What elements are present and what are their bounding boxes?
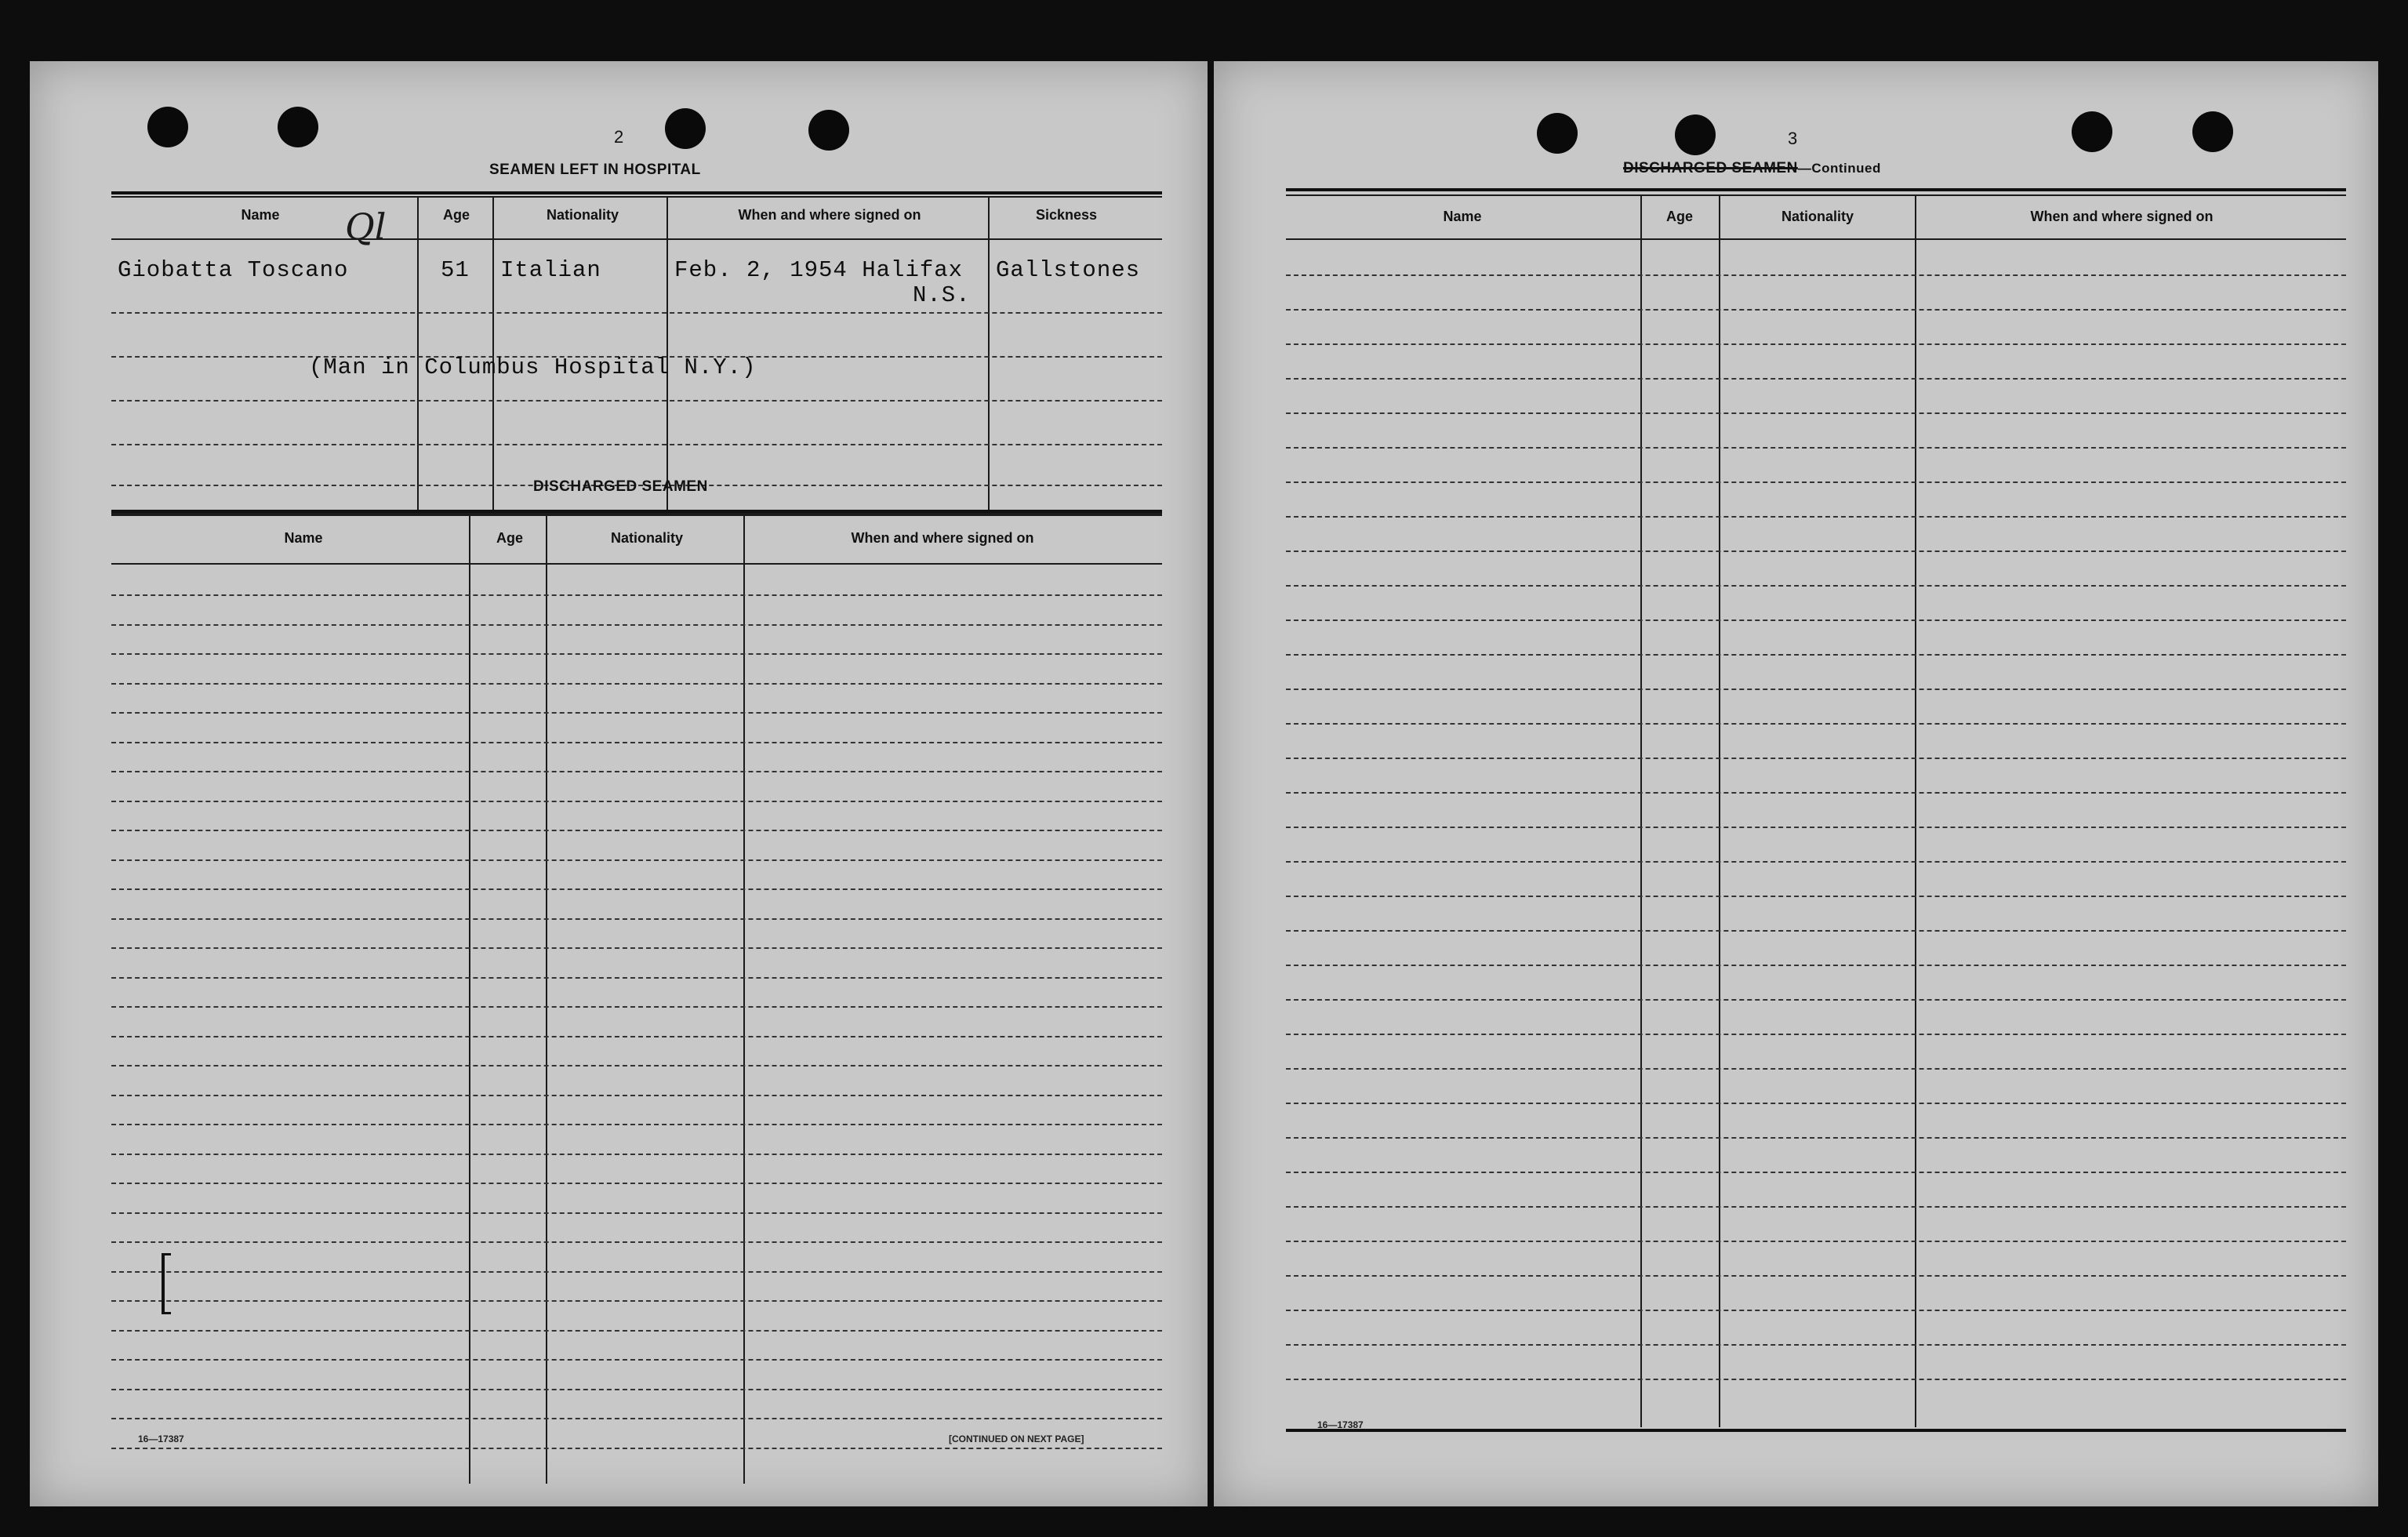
discharged-top-rule <box>111 514 1162 516</box>
table-row-rule <box>111 947 1162 949</box>
punch-hole <box>147 107 188 147</box>
table-row-rule <box>111 1241 1162 1243</box>
column-divider <box>743 514 745 1484</box>
col-head-age: Age <box>496 530 523 546</box>
table-row-rule <box>1286 1137 2346 1139</box>
table-row-rule <box>111 1330 1162 1332</box>
discharged-header-rule <box>111 563 1162 565</box>
table-row-rule <box>111 830 1162 831</box>
row-rule <box>111 400 1162 402</box>
col-head-nationality: Nationality <box>610 530 683 546</box>
table-row-rule <box>1286 516 2346 518</box>
punch-hole <box>2192 111 2233 152</box>
table-row-rule <box>1286 999 2346 1001</box>
table-row-rule <box>1286 412 2346 414</box>
table-row-rule <box>111 1124 1162 1125</box>
table-row-rule <box>111 1271 1162 1273</box>
table-row-rule <box>1286 1172 2346 1173</box>
table-row-rule <box>1286 481 2346 483</box>
table-row-rule <box>111 594 1162 596</box>
seaman-name: Giobatta Toscano <box>118 257 349 283</box>
seaman-signed-on: Feb. 2, 1954 Halifax <box>674 257 964 283</box>
table-row-rule <box>1286 827 2346 828</box>
table-row-rule <box>1286 861 2346 863</box>
table-bottom-rule <box>1286 1429 2346 1432</box>
seaman-age: 51 <box>441 257 470 283</box>
col-head-name: Name <box>1443 209 1482 224</box>
col-head-signed-on: When and where signed on <box>2030 209 2214 224</box>
table-row-rule <box>111 1212 1162 1214</box>
form-code: 16—17387 <box>138 1433 184 1444</box>
table-row-rule <box>1286 620 2346 621</box>
header-rule <box>1286 238 2346 240</box>
table-row-rule <box>1286 585 2346 587</box>
table-row-rule <box>1286 1103 2346 1104</box>
table-row-rule <box>111 977 1162 979</box>
punch-hole <box>1675 114 1716 155</box>
punch-hole <box>278 107 318 147</box>
discharged-section-title: DISCHARGED SEAMEN <box>533 478 708 495</box>
table-row-rule <box>1286 965 2346 966</box>
table-row-rule <box>111 712 1162 714</box>
table-row-rule <box>111 918 1162 920</box>
column-divider <box>546 514 547 1484</box>
hospital-remark: (Man in Columbus Hospital N.Y.) <box>309 354 757 380</box>
table-row-rule <box>1286 1310 2346 1311</box>
handwritten-mark: Ql <box>345 205 387 248</box>
seaman-nationality: Italian <box>500 257 601 283</box>
table-row-rule <box>1286 343 2346 345</box>
right-page <box>1214 61 2378 1506</box>
table-top-rule <box>111 191 1162 194</box>
table-row-rule <box>1286 1034 2346 1035</box>
column-divider <box>469 514 470 1484</box>
table-row-rule <box>111 1418 1162 1419</box>
table-row-rule <box>111 1006 1162 1008</box>
table-row-rule <box>111 624 1162 626</box>
table-row-rule <box>111 1065 1162 1066</box>
table-row-rule <box>1286 550 2346 552</box>
table-row-rule <box>111 801 1162 802</box>
table-top-rule <box>1286 194 2346 196</box>
table-row-rule <box>111 1448 1162 1449</box>
col-head-sickness: Sickness <box>1035 207 1098 223</box>
table-row-rule <box>111 1183 1162 1184</box>
table-row-rule <box>111 1154 1162 1155</box>
section-title <box>1623 160 1881 177</box>
table-row-rule <box>111 859 1162 861</box>
table-row-rule <box>1286 896 2346 897</box>
header-rule <box>111 238 1162 240</box>
col-head-name: Name <box>241 207 280 223</box>
continued-note: [CONTINUED ON NEXT PAGE] <box>949 1433 1084 1444</box>
table-row-rule <box>111 1300 1162 1302</box>
col-head-age: Age <box>442 207 470 223</box>
row-rule <box>111 312 1162 314</box>
table-top-rule <box>1286 188 2346 191</box>
form-code: 16—17387 <box>1317 1419 1364 1430</box>
left-page <box>30 61 1208 1506</box>
table-row-rule <box>1286 1068 2346 1070</box>
table-row-rule <box>1286 378 2346 380</box>
punch-hole <box>808 110 849 151</box>
table-row-rule <box>1286 1344 2346 1346</box>
table-row-rule <box>111 742 1162 743</box>
table-row-rule <box>111 888 1162 890</box>
discharged-top-rule <box>111 510 1162 513</box>
table-row-rule <box>1286 792 2346 794</box>
table-row-rule <box>1286 1206 2346 1208</box>
table-row-rule <box>1286 654 2346 656</box>
col-head-signed-on: When and where signed on <box>851 530 1034 546</box>
table-top-rule <box>111 196 1162 198</box>
table-row-rule <box>1286 447 2346 449</box>
table-row-rule <box>111 1359 1162 1361</box>
table-row-rule <box>1286 930 2346 932</box>
col-head-name: Name <box>284 530 323 546</box>
row-rule <box>111 444 1162 445</box>
table-row-rule <box>111 1036 1162 1037</box>
col-head-nationality: Nationality <box>1781 209 1854 224</box>
section-title-main: DISCHARGED SEAMEN <box>1623 160 1798 176</box>
page-number: 2 <box>614 127 624 147</box>
table-row-rule <box>1286 1379 2346 1380</box>
table-row-rule <box>1286 1275 2346 1277</box>
table-row-rule <box>1286 1241 2346 1242</box>
seaman-signed-on-place: N.S. <box>913 282 971 308</box>
table-row-rule <box>111 683 1162 685</box>
col-head-nationality: Nationality <box>546 207 619 223</box>
col-head-signed-on: When and where signed on <box>738 207 921 223</box>
page-number: 3 <box>1788 129 1798 148</box>
table-row-rule <box>1286 689 2346 690</box>
punch-hole <box>2072 111 2112 152</box>
table-row-rule <box>1286 758 2346 759</box>
seaman-sickness: Gallstones <box>996 257 1141 283</box>
column-divider <box>988 196 990 513</box>
table-row-rule <box>1286 309 2346 311</box>
margin-bracket <box>162 1253 171 1314</box>
table-row-rule <box>111 1389 1162 1390</box>
section-title-suffix: —Continued <box>1797 161 1881 176</box>
table-row-rule <box>1286 274 2346 276</box>
table-row-rule <box>111 653 1162 655</box>
table-row-rule <box>111 771 1162 772</box>
punch-hole <box>665 108 706 149</box>
hospital-section-title: SEAMEN LEFT IN HOSPITAL <box>489 162 701 178</box>
table-row-rule <box>1286 723 2346 725</box>
punch-hole <box>1537 113 1578 154</box>
col-head-age: Age <box>1665 209 1693 224</box>
table-row-rule <box>111 1095 1162 1096</box>
